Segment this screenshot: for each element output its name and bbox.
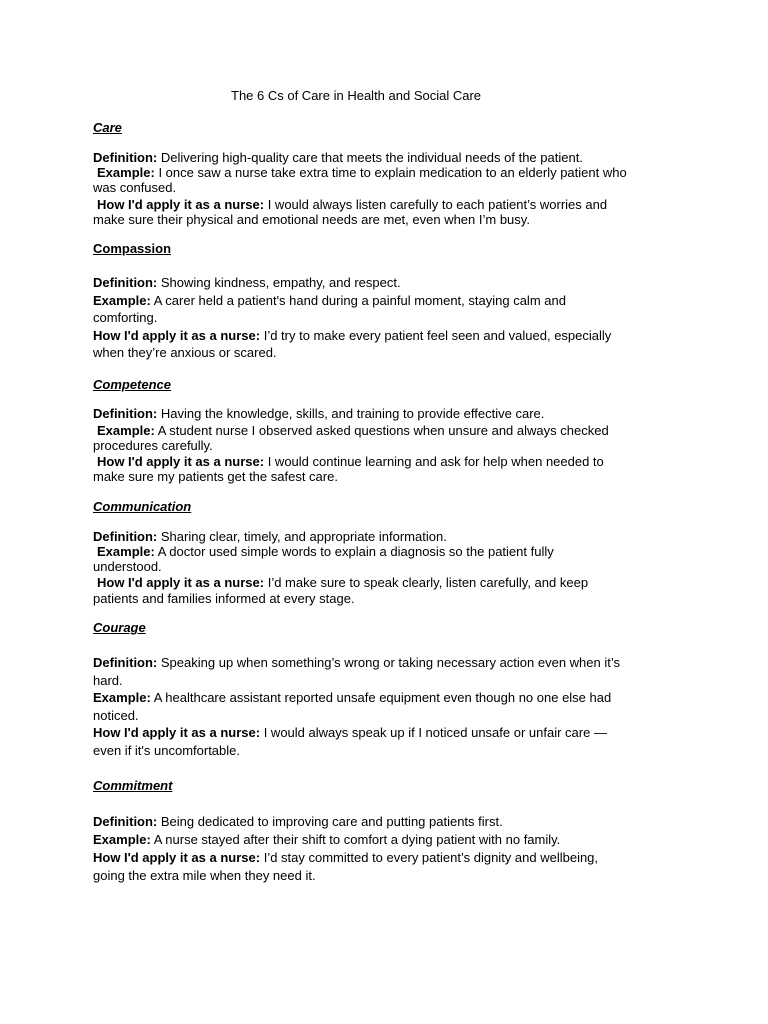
section-heading-communication: Communication [93, 499, 192, 514]
definition-label: Definition: [93, 529, 158, 544]
definition-label: Definition: [93, 275, 158, 290]
definition-text: Having the knowledge, skills, and training to provide effective care. [160, 406, 545, 421]
definition-label: Definition: [93, 406, 158, 421]
section-heading-courage: Courage [93, 620, 146, 635]
example-label: Example: [97, 423, 155, 438]
definition-label: Definition: [93, 150, 158, 165]
courage-definition-cont: hard. [93, 673, 123, 688]
courage-apply [93, 725, 607, 741]
definition-text: Delivering high-quality care that meets the individual needs of the patient. [160, 150, 583, 165]
example-label: Example: [93, 690, 151, 705]
example-label: Example: [93, 832, 151, 847]
care-apply-cont: make sure their physical and emotional needs are met, even when I’m busy. [93, 212, 530, 227]
apply-text: I’d stay committed to every patient’s dignity and wellbeing, [263, 850, 599, 865]
example-text: A student nurse I observed asked questions when unsure and always checked [157, 423, 609, 438]
example-text: I once saw a nurse take extra time to explain medication to an elderly patient who [158, 165, 627, 180]
definition-label: Definition: [93, 655, 158, 670]
care-definition [93, 150, 583, 166]
section-heading-competence: Competence [93, 377, 172, 392]
competence-apply-cont: make sure my patients get the safest care. [93, 469, 338, 484]
competence-apply [97, 454, 604, 470]
definition-text: Speaking up when something’s wrong or taking necessary action even when it’s [160, 655, 621, 670]
apply-label: How I'd apply it as a nurse: [93, 328, 261, 343]
apply-text: I’d try to make every patient feel seen and valued, especially [263, 328, 612, 343]
apply-text: I would always speak up if I noticed unsafe or unfair care — [263, 725, 607, 740]
apply-label: How I'd apply it as a nurse: [93, 850, 261, 865]
commitment-apply-cont: going the extra mile when they need it. [93, 868, 316, 883]
definition-label: Definition: [93, 814, 158, 829]
courage-example [93, 690, 611, 706]
courage-apply-cont: even if it's uncomfortable. [93, 743, 240, 758]
definition-text: Being dedicated to improving care and putting patients first. [160, 814, 503, 829]
compassion-example [93, 293, 566, 309]
competence-example-cont: procedures carefully. [93, 438, 213, 453]
communication-example-cont: understood. [93, 559, 162, 574]
apply-text: I would continue learning and ask for help when needed to [267, 454, 604, 469]
compassion-definition [93, 275, 401, 291]
communication-apply-cont: patients and families informed at every stage. [93, 591, 355, 606]
competence-definition [93, 406, 544, 422]
apply-text: I’d make sure to speak clearly, listen carefully, and keep [267, 575, 589, 590]
section-heading-commitment: Commitment [93, 778, 173, 793]
definition-text: Sharing clear, timely, and appropriate information. [160, 529, 447, 544]
example-text: A carer held a patient's hand during a painful moment, staying calm and [153, 293, 566, 308]
compassion-apply-cont: when they’re anxious or scared. [93, 345, 277, 360]
compassion-example-cont: comforting. [93, 310, 158, 325]
apply-text: I would always listen carefully to each patient’s worries and [267, 197, 608, 212]
example-label: Example: [93, 293, 151, 308]
example-text: A healthcare assistant reported unsafe equipment even though no one else had [153, 690, 612, 705]
care-apply [97, 197, 607, 213]
communication-apply [97, 575, 588, 591]
compassion-apply [93, 328, 611, 344]
commitment-example [93, 832, 560, 848]
apply-label: How I'd apply it as a nurse: [97, 197, 265, 212]
commitment-apply [93, 850, 598, 866]
section-heading-care: Care [93, 120, 122, 135]
example-text: A doctor used simple words to explain a diagnosis so the patient fully [157, 544, 554, 559]
example-text: A nurse stayed after their shift to comfort a dying patient with no family. [153, 832, 561, 847]
section-heading-compassion: Compassion [93, 241, 172, 256]
commitment-definition [93, 814, 503, 830]
communication-example [97, 544, 554, 560]
example-label: Example: [97, 544, 155, 559]
care-example [97, 165, 627, 181]
document-title: The 6 Cs of Care in Health and Social Care [231, 88, 482, 103]
example-label: Example: [97, 165, 155, 180]
courage-definition [93, 655, 620, 671]
communication-definition [93, 529, 447, 545]
definition-text: Showing kindness, empathy, and respect. [160, 275, 401, 290]
apply-label: How I'd apply it as a nurse: [97, 454, 265, 469]
care-example-cont: was confused. [93, 180, 177, 195]
apply-label: How I'd apply it as a nurse: [97, 575, 265, 590]
competence-example [97, 423, 609, 439]
courage-example-cont: noticed. [93, 708, 139, 723]
apply-label: How I'd apply it as a nurse: [93, 725, 261, 740]
